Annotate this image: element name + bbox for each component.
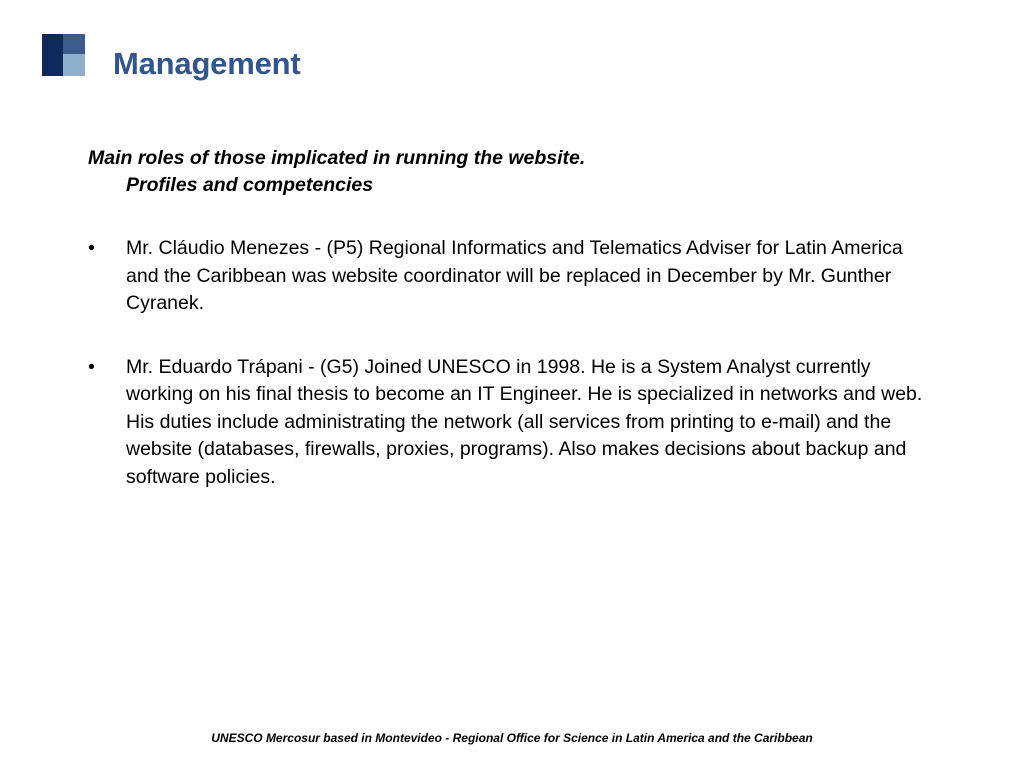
logo-square-mid (63, 34, 85, 54)
bullet-list (88, 235, 938, 527)
bullet-item (88, 235, 938, 318)
subtitle-line-1: Main roles of those implicated in running the website. (88, 147, 586, 169)
slide-subtitle (88, 145, 585, 199)
slide-title: Management (113, 46, 301, 81)
logo-square-light (63, 54, 85, 76)
bullet-text: Mr. Eduardo Trápani - (G5) Joined UNESCO in 1998. He is a System Analyst currently working on his final thesis to become an IT Engineer. He is specialized in networks and web. His duties include administrating the network (all services from printing to e-mail) and the website (databases, firewalls, proxies, programs). Also makes decisions about backup and software policies. (126, 355, 923, 488)
bullet-text: Mr. Cláudio Menezes - (P5) Regional Informatics and Telematics Adviser for Latin America and the Caribbean was website coordinator will be replaced in December by Mr. Gunther Cyranek. (126, 237, 903, 314)
bullet-dot-icon: • (88, 355, 95, 378)
subtitle-line-2: Profiles and competencies (126, 174, 374, 196)
logo-squares-icon (42, 34, 85, 77)
logo-square-dark (42, 34, 63, 76)
bullet-dot-icon: • (88, 237, 95, 259)
footer-text: UNESCO Mercosur based in Montevideo - Regional Office for Science in Latin America and the Caribbean (211, 731, 813, 745)
slide-footer (0, 731, 1024, 745)
bullet-item (88, 354, 938, 492)
